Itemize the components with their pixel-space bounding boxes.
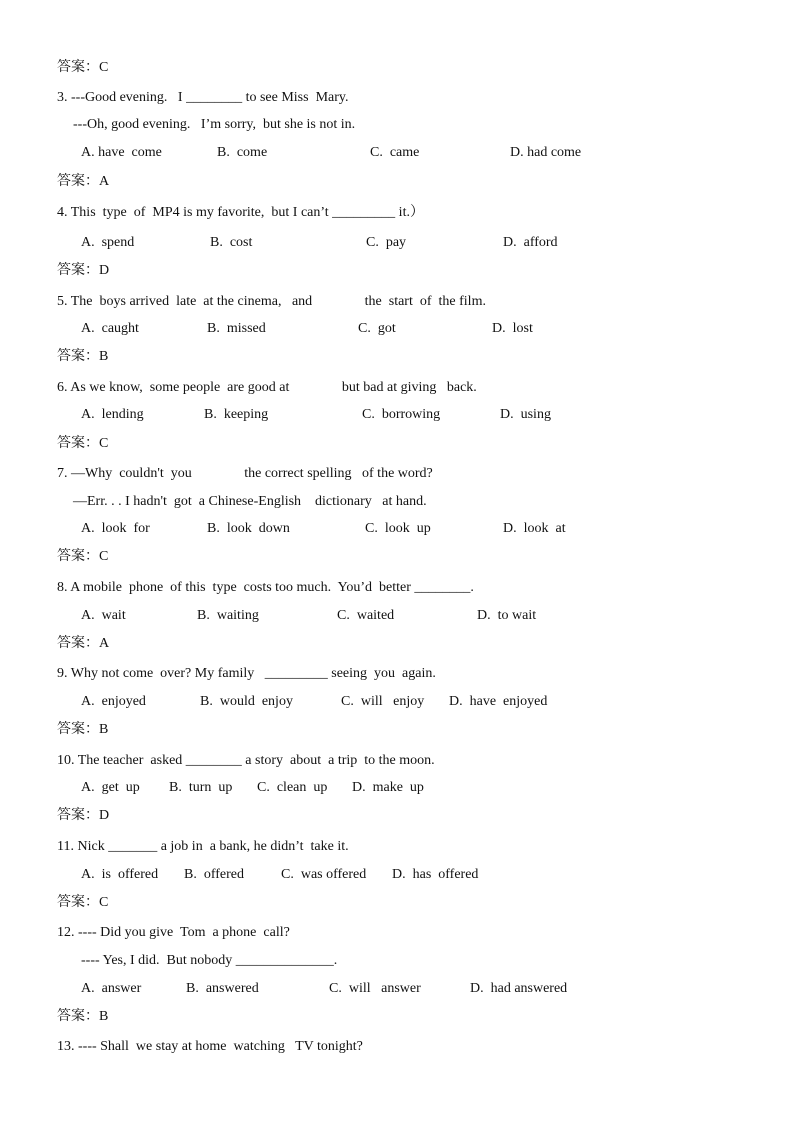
option-b: B. cost — [210, 235, 253, 250]
option-d: D. make up — [352, 780, 424, 795]
answer-line: 答案：B — [57, 349, 109, 364]
answer-line: 答案：D — [57, 263, 110, 278]
option-b: B. come — [217, 145, 268, 160]
question-13: 13. ---- Shall we stay at home watching TV tonight? — [57, 1039, 363, 1054]
answer-line: 答案：B — [57, 722, 109, 737]
option-c: C. waited — [337, 608, 395, 623]
option-d: D. look at — [503, 521, 566, 536]
option-c: C. look up — [365, 521, 431, 536]
option-a: A. answer — [81, 981, 142, 996]
question-12: 12. ---- Did you give Tom a phone call? — [57, 925, 290, 940]
option-b: B. missed — [207, 321, 266, 336]
option-a: A. caught — [81, 321, 139, 336]
answer-line: 答案：C — [57, 60, 109, 75]
option-d: D. using — [500, 407, 551, 422]
answer-line: 答案：C — [57, 549, 109, 564]
question-5: 5. The boys arrived late at the cinema, and the start of the film. — [57, 294, 486, 309]
option-b: B. would enjoy — [200, 694, 293, 709]
option-b: B. turn up — [169, 780, 233, 795]
option-b: B. waiting — [197, 608, 259, 623]
option-a: A. enjoyed — [81, 694, 146, 709]
option-a: A. have come — [81, 145, 162, 160]
option-d: D. have enjoyed — [449, 694, 548, 709]
answer-line: 答案：A — [57, 636, 110, 651]
question-6: 6. As we know, some people are good at but bad at giving back. — [57, 380, 477, 395]
option-a: A. spend — [81, 235, 135, 250]
option-b: B. keeping — [204, 407, 269, 422]
option-a: A. wait — [81, 608, 126, 623]
question-9: 9. Why not come over? My family _________ seeing you again. — [57, 666, 436, 681]
option-b: B. offered — [184, 867, 244, 882]
question-8: 8. A mobile phone of this type costs too much. You’d better ________. — [57, 580, 474, 595]
option-c: C. was offered — [281, 867, 367, 882]
question-3: 3. ---Good evening. I ________ to see Miss Mary. — [57, 90, 349, 105]
question-10: 10. The teacher asked ________ a story about a trip to the moon. — [57, 753, 435, 768]
option-d: D. has offered — [392, 867, 479, 882]
question-11: 11. Nick _______ a job in a bank, he didn’t take it. — [57, 839, 349, 854]
option-d: D. had answered — [470, 981, 568, 996]
option-c: C. got — [358, 321, 396, 336]
dialogue-line: —Err. . . I hadn't got a Chinese-English dictionary at hand. — [73, 494, 427, 509]
answer-line: 答案：C — [57, 895, 109, 910]
option-a: A. look for — [81, 521, 150, 536]
option-a: A. lending — [81, 407, 144, 422]
dialogue-line: ---- Yes, I did. But nobody ______________. — [81, 953, 338, 968]
answer-line: 答案：A — [57, 174, 110, 189]
option-c: C. borrowing — [362, 407, 441, 422]
option-c: C. clean up — [257, 780, 328, 795]
dialogue-line: ---Oh, good evening. I’m sorry, but she is not in. — [73, 117, 356, 132]
option-c: C. will enjoy — [341, 694, 425, 709]
option-c: C. pay — [366, 235, 407, 250]
answer-line: 答案：D — [57, 808, 110, 823]
question-7: 7. —Why couldn't you the correct spelling of the word? — [57, 466, 433, 481]
option-d: D. to wait — [477, 608, 537, 623]
answer-line: 答案：B — [57, 1009, 109, 1024]
question-4: 4. This type of MP4 is my favorite, but I can’t _________ it.） — [57, 205, 424, 220]
option-c: C. came — [370, 145, 420, 160]
answer-line: 答案：C — [57, 436, 109, 451]
option-d: D. had come — [510, 145, 582, 160]
option-d: D. afford — [503, 235, 558, 250]
option-a: A. is offered — [81, 867, 159, 882]
option-a: A. get up — [81, 780, 140, 795]
option-b: B. answered — [186, 981, 259, 996]
option-d: D. lost — [492, 321, 533, 336]
option-c: C. will answer — [329, 981, 421, 996]
option-b: B. look down — [207, 521, 290, 536]
